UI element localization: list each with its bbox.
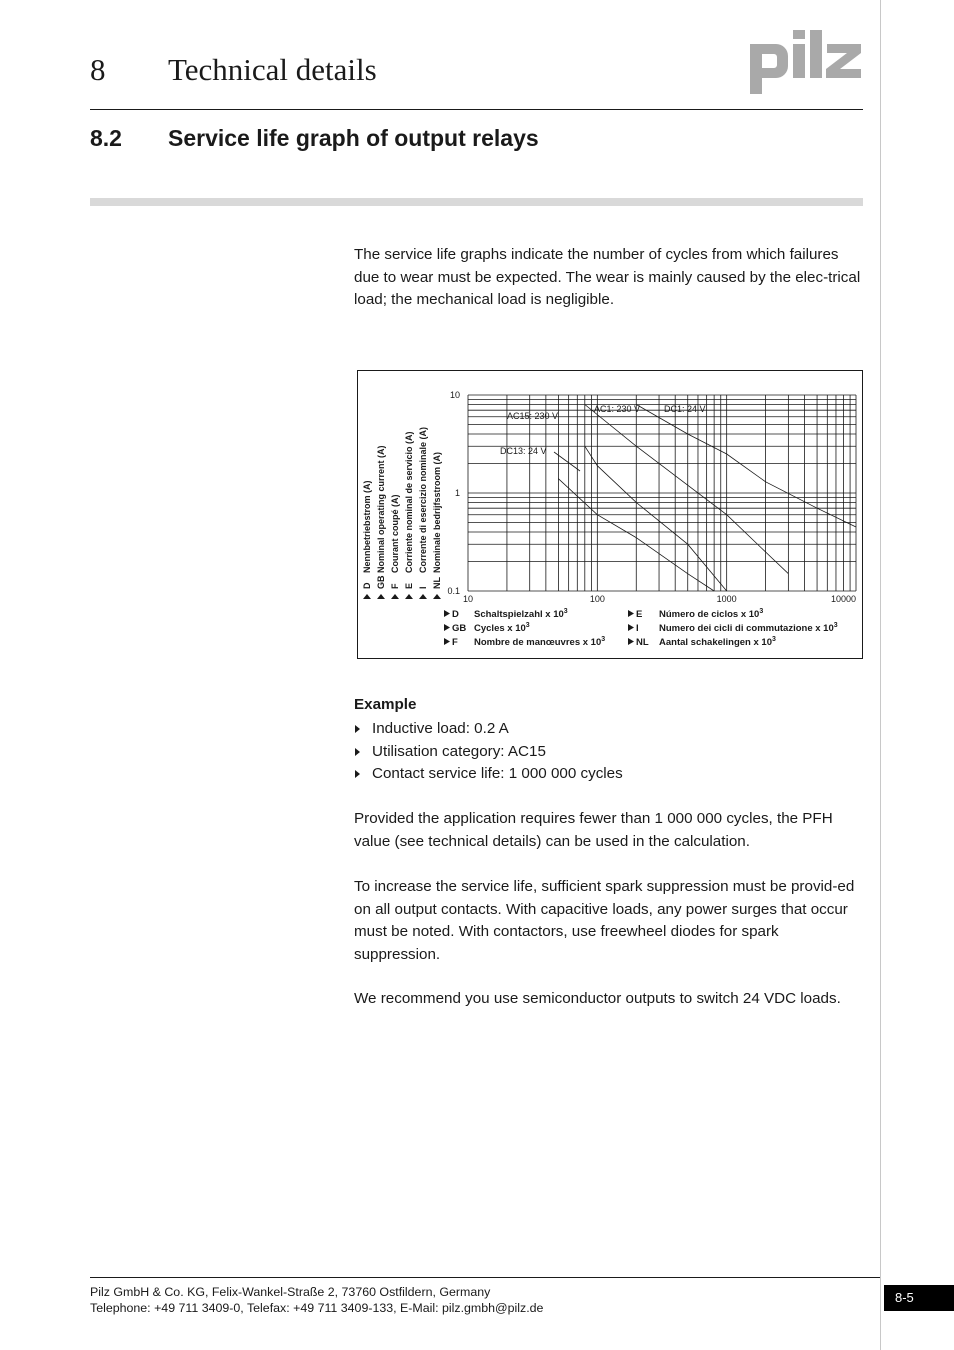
example-heading: Example	[354, 696, 417, 713]
y-axis-label-nl	[432, 452, 442, 599]
y-axis-label-e	[404, 431, 414, 599]
label-code: D	[362, 582, 372, 589]
label-arrow-icon	[433, 594, 441, 599]
label-code: E	[404, 582, 414, 589]
x-label-text: Nombre de manœuvres x $10^3$	[474, 636, 606, 648]
section-number: 8.2	[90, 125, 122, 151]
label-arrow-icon	[628, 638, 634, 645]
page-number: 8-5	[884, 1285, 954, 1311]
intro-paragraph: The service life graphs indicate the number of cycles from which failures due to wear must be expected. The wear is mainly caused by the elec-trical load; the mechanical load is negligible.	[354, 246, 861, 308]
label-text: Corriente nominal de servicio (A)	[404, 431, 414, 573]
bullet-arrow-icon	[355, 725, 360, 733]
curve-labels	[500, 404, 706, 471]
y-axis-labels	[362, 427, 442, 599]
footer-line-1: Pilz GmbH & Co. KG, Felix-Wankel-Straße 2, 73760 Ostfildern, Germany	[90, 1285, 491, 1299]
list-item-text: Inductive load: 0.2 A	[372, 720, 509, 737]
footer-rule	[90, 1277, 880, 1278]
label-code: F	[390, 583, 400, 589]
series-line	[585, 405, 789, 574]
label-text: Courant coupé (A)	[390, 494, 400, 573]
list-item	[354, 741, 864, 764]
service-life-graph	[357, 370, 863, 659]
pilz-logo	[748, 30, 864, 94]
x-label-code: GB	[452, 623, 467, 634]
x-tick-label: 100	[589, 594, 605, 604]
y-axis-label-i	[418, 427, 428, 599]
label-arrow-icon	[444, 610, 450, 617]
recommendation-paragraph: We recommend you use semiconductor outputs to switch 24 VDC loads.	[354, 990, 841, 1007]
x-label-text: Aantal schakelingen x $10^3$	[659, 636, 776, 648]
footer-line-2: Telephone: +49 711 3409-0, Telefax: +49 711 3409-133, E-Mail: pilz.gmbh@pilz.de	[90, 1301, 544, 1315]
x-label-text: Schaltspielzahl x $10^3$	[474, 608, 568, 620]
x-label-sup: 3	[772, 636, 776, 643]
label-arrow-icon	[628, 624, 634, 631]
label-arrow-icon	[628, 610, 634, 617]
chapter-number: 8	[90, 52, 106, 87]
label-code: NL	[432, 577, 442, 589]
example-list	[354, 718, 864, 786]
label-code: I	[418, 586, 428, 589]
y-tick-label: 10	[449, 390, 460, 400]
label-arrow-icon	[444, 638, 450, 645]
series-line	[585, 446, 727, 591]
label-arrow-icon	[363, 594, 371, 599]
x-label-text: Numero dei cicli di commutazione x $10^3$	[659, 622, 838, 634]
label-text: Nominal operating current (A)	[376, 445, 386, 573]
x-label-text: Número de ciclos x $10^3$	[659, 608, 764, 620]
x-tick-label: 10000	[830, 594, 856, 604]
graph-svg	[358, 371, 862, 658]
y-axis-label-d	[362, 480, 372, 599]
x-label-code: I	[636, 623, 639, 634]
curve-label-dc1: DC1: 24 V	[664, 404, 706, 414]
page-edge-line	[880, 0, 881, 1350]
x-label-code: E	[636, 609, 643, 620]
footer-address	[90, 1284, 543, 1316]
label-text: Corrente di esercizio nominale (A)	[418, 426, 428, 573]
x-label-sup: 3	[525, 622, 530, 629]
list-item	[354, 763, 864, 786]
curve-label-ac1: AC1: 230 V	[594, 404, 641, 414]
y-tick-label: 0.1	[447, 586, 460, 596]
section-bar	[90, 198, 863, 206]
list-item	[354, 718, 864, 741]
x-label-text: Cycles x $10^3$	[474, 622, 530, 634]
header-rule	[90, 109, 863, 110]
x-tick-label: 1000	[716, 594, 737, 604]
label-arrow-icon	[405, 594, 413, 599]
section-title: Service life graph of output relays	[168, 125, 539, 151]
plot-grid	[468, 395, 856, 591]
label-arrow-icon	[419, 594, 427, 599]
x-label-sup: 3	[759, 608, 764, 615]
x-label-sup: 3	[563, 608, 568, 615]
curve-label-dc13: DC13: 24 V	[500, 446, 547, 456]
bullet-arrow-icon	[355, 770, 360, 778]
list-item-text: Contact service life: 1 000 000 cycles	[372, 765, 623, 782]
list-item-text: Utilisation category: AC15	[372, 742, 546, 760]
label-arrow-icon	[444, 624, 450, 631]
y-tick-label: 1	[454, 488, 460, 498]
x-label-code: NL	[636, 637, 649, 648]
series-line	[636, 405, 856, 528]
x-label-code: D	[452, 609, 459, 620]
label-arrow-icon	[377, 594, 385, 599]
x-tick-label: 10	[462, 594, 474, 604]
label-text: Nominale bedrijfsstroom (A)	[432, 451, 442, 573]
label-text: Nennbetriebstrom (A)	[362, 480, 372, 573]
x-label-sup: 3	[833, 622, 838, 629]
x-label-sup: 3	[601, 636, 606, 643]
bullet-arrow-icon	[355, 748, 360, 756]
chapter-title: Technical details	[168, 52, 377, 87]
x-axis-labels	[444, 608, 838, 648]
spark-suppression-paragraph: To increase the service life, sufficient spark suppression must be provid-ed on all output contacts. With capacitive loads, any power surges that occur must be noted. With contactors, use freewheel diodes for spark suppression.	[354, 878, 855, 963]
label-leader	[554, 452, 580, 471]
x-label-code: F	[452, 637, 458, 648]
curve-label-ac15: AC15: 230 V	[507, 411, 559, 421]
y-axis-label-gb	[376, 445, 386, 599]
y-axis-label-f	[390, 495, 400, 600]
pfh-paragraph: Provided the application requires fewer than 1 000 000 cycles, the PFH value (see technical details) can be used in the calculation.	[354, 810, 833, 850]
label-code: GB	[376, 575, 386, 589]
label-arrow-icon	[391, 594, 399, 599]
